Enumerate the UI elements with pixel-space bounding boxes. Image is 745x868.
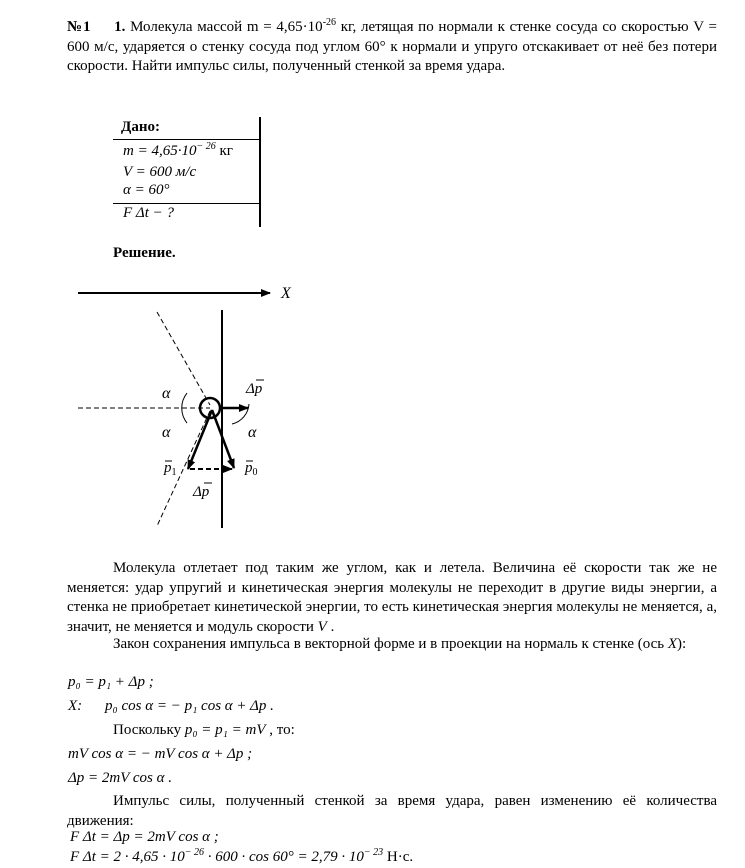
given-title: Дано: xyxy=(121,119,160,135)
paragraph-2-end: ): xyxy=(677,636,687,652)
equation-5: F Δt = Δp = 2mV cos α ; xyxy=(70,829,219,845)
delta-p-label xyxy=(245,381,263,397)
alpha-label-lower: α xyxy=(162,424,171,441)
given-mass-exp: − 26 xyxy=(196,141,216,152)
delta-p-bottom-label xyxy=(192,484,210,500)
since-pre: Поскольку xyxy=(113,722,185,738)
equation-6 xyxy=(70,849,413,866)
equation-6-pre: F Δt = 2 · 4,65 · 10 xyxy=(70,849,185,865)
p1-arrow xyxy=(188,410,212,469)
p1-label xyxy=(163,460,177,478)
given-alpha: α = 60° xyxy=(123,182,170,198)
given-mass-unit: кг xyxy=(215,143,233,159)
problem-text-post: кг, летящая по нормали к стенке сосуда со скоростью V = 600 м/с, ударяется о стенку сосуда под углом 60° к нормали и упруго отскакивает от неё без потери скорости. Найти импульс силы, полученный стенкой за время удара. xyxy=(67,19,718,74)
since-line xyxy=(113,722,295,739)
paragraph-2-text: Закон сохранения импульса в векторной форме и в проекции на нормаль к стенке (ось xyxy=(113,636,668,652)
given-velocity: V = 600 м/с xyxy=(123,164,197,180)
alpha-label-right: α xyxy=(248,424,257,441)
x-axis-label: X xyxy=(281,285,291,302)
equation-projection-label: X: xyxy=(68,698,83,714)
problem-label: №1 xyxy=(67,19,91,35)
solution-title: Решение. xyxy=(113,245,176,261)
p0-label-text: p xyxy=(245,460,253,476)
paragraph-3: Импульс силы, полученный стенкой за время удара, равен изменению её количества движения: xyxy=(67,793,717,829)
delta-p-bottom-text: Δp xyxy=(193,484,210,500)
given-find: F Δt − ? xyxy=(123,205,175,221)
paragraph-1-text: Молекула отлетает под таким же углом, как и летела. Величина её скорости так же не меняется: удар упругий и кинетическая энергия молекулы не переходит в другие виды энергии, а стенка не приобретает кинетической энергии, то есть кинетическая энергия молекулы не меняется, а, значит, не меняется и модуль скорости xyxy=(67,560,717,635)
equation-vector: p₀ = p₁ + Δp ; xyxy=(68,674,154,690)
p0-label-sub: 0 xyxy=(252,467,258,478)
paragraph-1-var: V xyxy=(317,618,327,635)
paragraph-1 xyxy=(67,559,717,637)
equation-3: mV cos α = − mV cos α + Δp ; xyxy=(68,746,253,762)
paragraph-2 xyxy=(67,635,717,655)
problem-exp: -26 xyxy=(322,17,337,28)
problem-number: 1. xyxy=(114,19,126,35)
equation-6-unit: Н·с. xyxy=(383,849,414,865)
equation-6-exp1: − 26 xyxy=(184,847,205,858)
since-post: , то: xyxy=(265,722,295,738)
p1-label-sub: 1 xyxy=(171,467,177,478)
alpha-label-upper: α xyxy=(162,385,171,402)
paragraph-1-end: . xyxy=(326,618,335,635)
p0-label xyxy=(244,460,258,478)
equation-4: Δp = 2mV cos α . xyxy=(68,770,173,786)
since-eq: p₀ = p₁ = mV xyxy=(184,722,266,738)
p1-label-text: p xyxy=(164,460,172,476)
problem-text-pre: Молекула массой m = 4,65·10 xyxy=(130,19,323,35)
given-mass-left: m = 4,65·10 xyxy=(123,143,197,159)
equation-projection: p₀ cos α = − p₁ cos α + Δp . xyxy=(105,698,274,714)
paragraph-2-var: X xyxy=(667,636,678,652)
equation-6-mid: · 600 · cos 60° = 2,79 · 10 xyxy=(204,849,364,865)
equation-6-exp2: − 23 xyxy=(363,847,384,858)
delta-p-label-text: Δp xyxy=(246,381,263,397)
